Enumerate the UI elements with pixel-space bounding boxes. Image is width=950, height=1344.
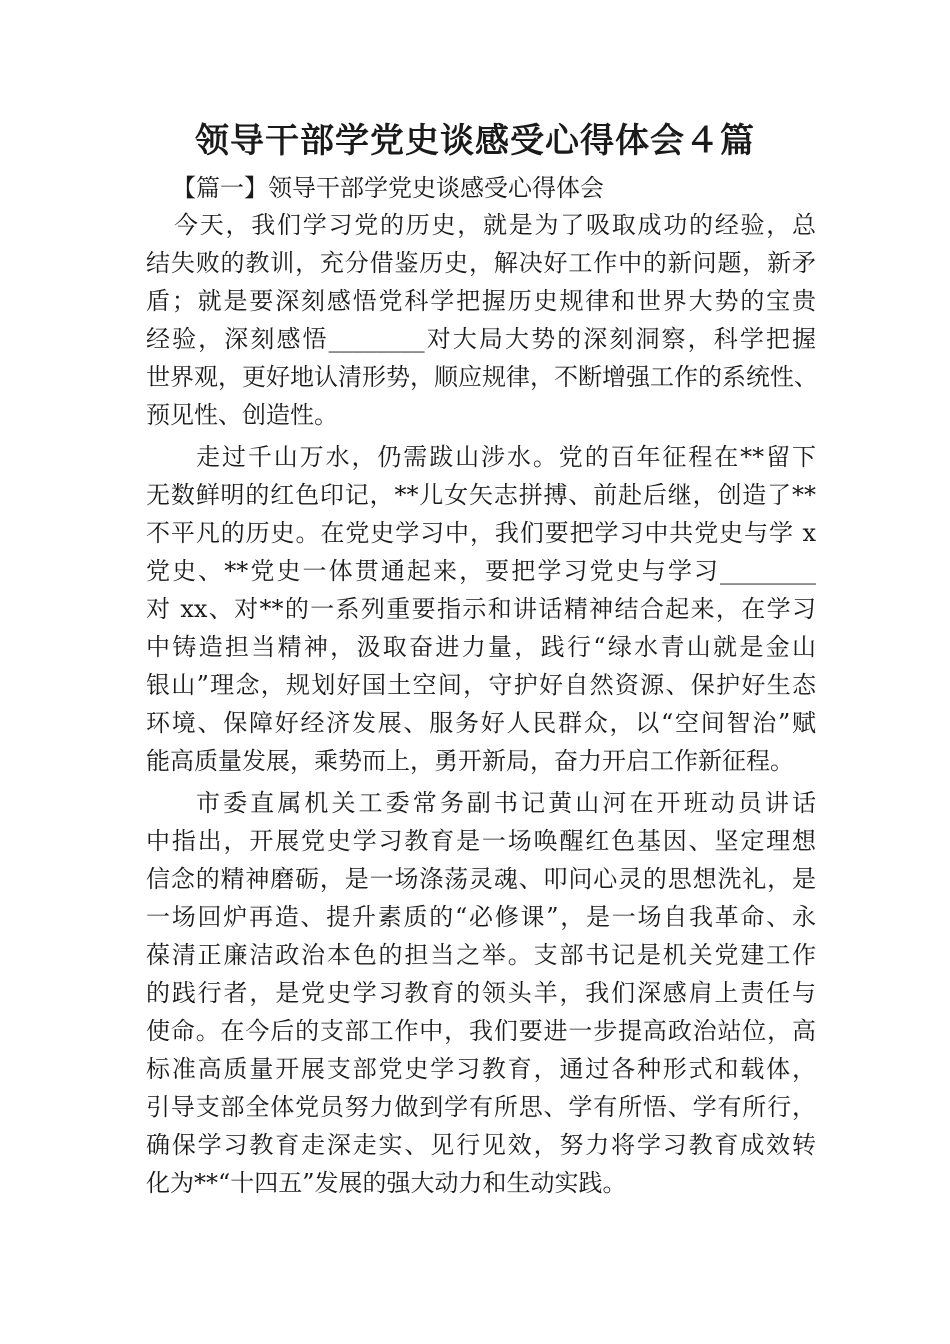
paragraph-line: 的践行者，是党史学习教育的领头羊，我们深感肩上责任与 (146, 979, 816, 1007)
paragraph-line: 不平凡的历史。在党史学习中，我们要把学习中共党史与学 x (146, 519, 816, 547)
paragraph-2 (146, 438, 816, 780)
paragraph-1 (146, 206, 816, 434)
paragraph-line: 盾；就是要深刻感悟党科学把握历史规律和世界大势的宝贵 (146, 287, 816, 315)
paragraph-line: 使命。在今后的支部工作中，我们要进一步提高政治站位，高 (146, 1017, 816, 1045)
paragraph-line: 信念的精神磨砺，是一场涤荡灵魂、叩问心灵的思想洗礼，是 (146, 865, 816, 893)
paragraph-line: 标准高质量开展支部党史学习教育，通过各种形式和载体， (146, 1055, 816, 1083)
paragraph-line: 一场回炉再造、提升素质的“必修课”，是一场自我革命、永 (146, 903, 816, 931)
paragraph-line: 对 xx、对**的一系列重要指示和讲话精神结合起来，在学习 (146, 595, 816, 623)
paragraph-line: 走过千山万水，仍需跋山涉水。党的百年征程在**留下 (196, 443, 816, 471)
paragraph-line: 中指出，开展党史学习教育是一场唤醒红色基因、坚定理想 (146, 827, 816, 855)
document-title: 领导干部学党史谈感受心得体会４篇 (195, 121, 755, 161)
paragraph-line: 引导支部全体党员努力做到学有所思、学有所悟、学有所行， (146, 1093, 816, 1121)
paragraph-line: 世界观，更好地认清形势，顺应规律，不断增强工作的系统性、 (146, 363, 818, 391)
paragraph-line: 无数鲜明的红色印记，**儿女矢志拼搏、前赴后继，创造了** (146, 481, 816, 509)
paragraph-line: 中铸造担当精神，汲取奋进力量，践行“绿水青山就是金山 (146, 633, 816, 661)
paragraph-line: 市委直属机关工委常务副书记黄山河在开班动员讲话 (196, 789, 816, 817)
paragraph-line: 葆清正廉洁政治本色的担当之举。支部书记是机关党建工作 (146, 941, 816, 969)
paragraph-line: 能高质量发展，乘势而上，勇开新局，奋力开启工作新征程。 (146, 747, 794, 775)
paragraph-line: 预见性、创造性。 (146, 401, 338, 429)
paragraph-line: 经验，深刻感悟________对大局大势的深刻洞察，科学把握 (146, 325, 816, 353)
paragraph-line: 结失败的教训，充分借鉴历史，解决好工作中的新问题，新矛 (146, 249, 816, 277)
paragraph-line: 银山”理念，规划好国土空间，守护好自然资源、保护好生态 (146, 671, 816, 699)
paragraph-line: 化为**“十四五”发展的强大动力和生动实践。 (146, 1169, 627, 1197)
paragraph-line: 党史、**党史一体贯通起来，要把学习党史与学习________ (146, 557, 816, 585)
paragraph-line: 环境、保障好经济发展、服务好人民群众，以“空间智治”赋 (146, 709, 816, 737)
paragraph-line: 今天，我们学习党的历史，就是为了吸取成功的经验，总 (174, 211, 816, 239)
paragraph-line: 确保学习教育走深走实、见行见效，努力将学习教育成效转 (146, 1131, 816, 1159)
section-heading: 【篇一】领导干部学党史谈感受心得体会 (172, 174, 604, 202)
paragraph-3 (146, 784, 816, 1202)
